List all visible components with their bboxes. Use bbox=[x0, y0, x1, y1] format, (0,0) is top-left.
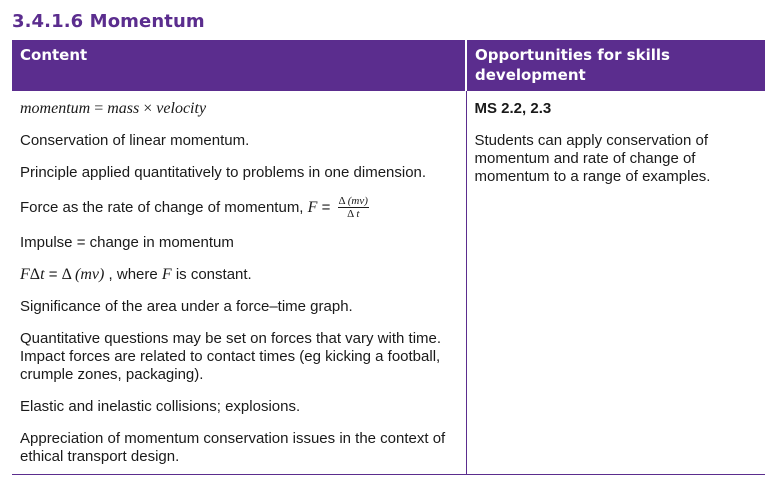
principle-item: Principle applied quantitatively to problems in one dimension. bbox=[20, 164, 427, 181]
area-item: Significance of the area under a force–time graph. bbox=[20, 298, 353, 315]
momentum-definition: momentum = mass × velocity bbox=[20, 100, 207, 117]
ms-reference: MS 2.2, 2.3 bbox=[474, 100, 552, 117]
quantitative-item: Quantitative questions may be set on forces that vary with time. Impact forces are related to contact times (eg kicking a football, crumple zones, packaging). bbox=[20, 330, 442, 383]
table-row bbox=[12, 91, 765, 475]
force-rate-item: Force as the rate of change of momentum, F = $\frac{\Delta (mv)}{\text{Δ t}}$ bbox=[20, 195, 368, 220]
appreciation-item: Appreciation of momentum conservation issues in the context of ethical transport design. bbox=[20, 430, 446, 465]
impulse-equation: FΔt = Δ (mv) , where F is constant. bbox=[20, 266, 252, 283]
skills-header: Opportunities for skills development bbox=[466, 40, 765, 91]
section-title: 3.4.1.6 Momentum bbox=[12, 11, 205, 32]
content-header: Content bbox=[12, 40, 466, 91]
impulse-item: Impulse = change in momentum bbox=[20, 234, 234, 251]
conservation-item: Conservation of linear momentum. bbox=[20, 132, 250, 149]
collisions-item: Elastic and inelastic collisions; explosions. bbox=[20, 398, 301, 415]
spec-table bbox=[12, 40, 765, 475]
table-header-row bbox=[12, 40, 765, 91]
skills-description: Students can apply conservation of momentum and rate of change of momentum to a range of examples. bbox=[474, 132, 711, 185]
skills-cell bbox=[466, 91, 765, 475]
content-cell bbox=[12, 91, 466, 475]
momentum-fraction: $\frac{\Delta (mv)}{\text{Δ t}}$ bbox=[338, 195, 368, 220]
